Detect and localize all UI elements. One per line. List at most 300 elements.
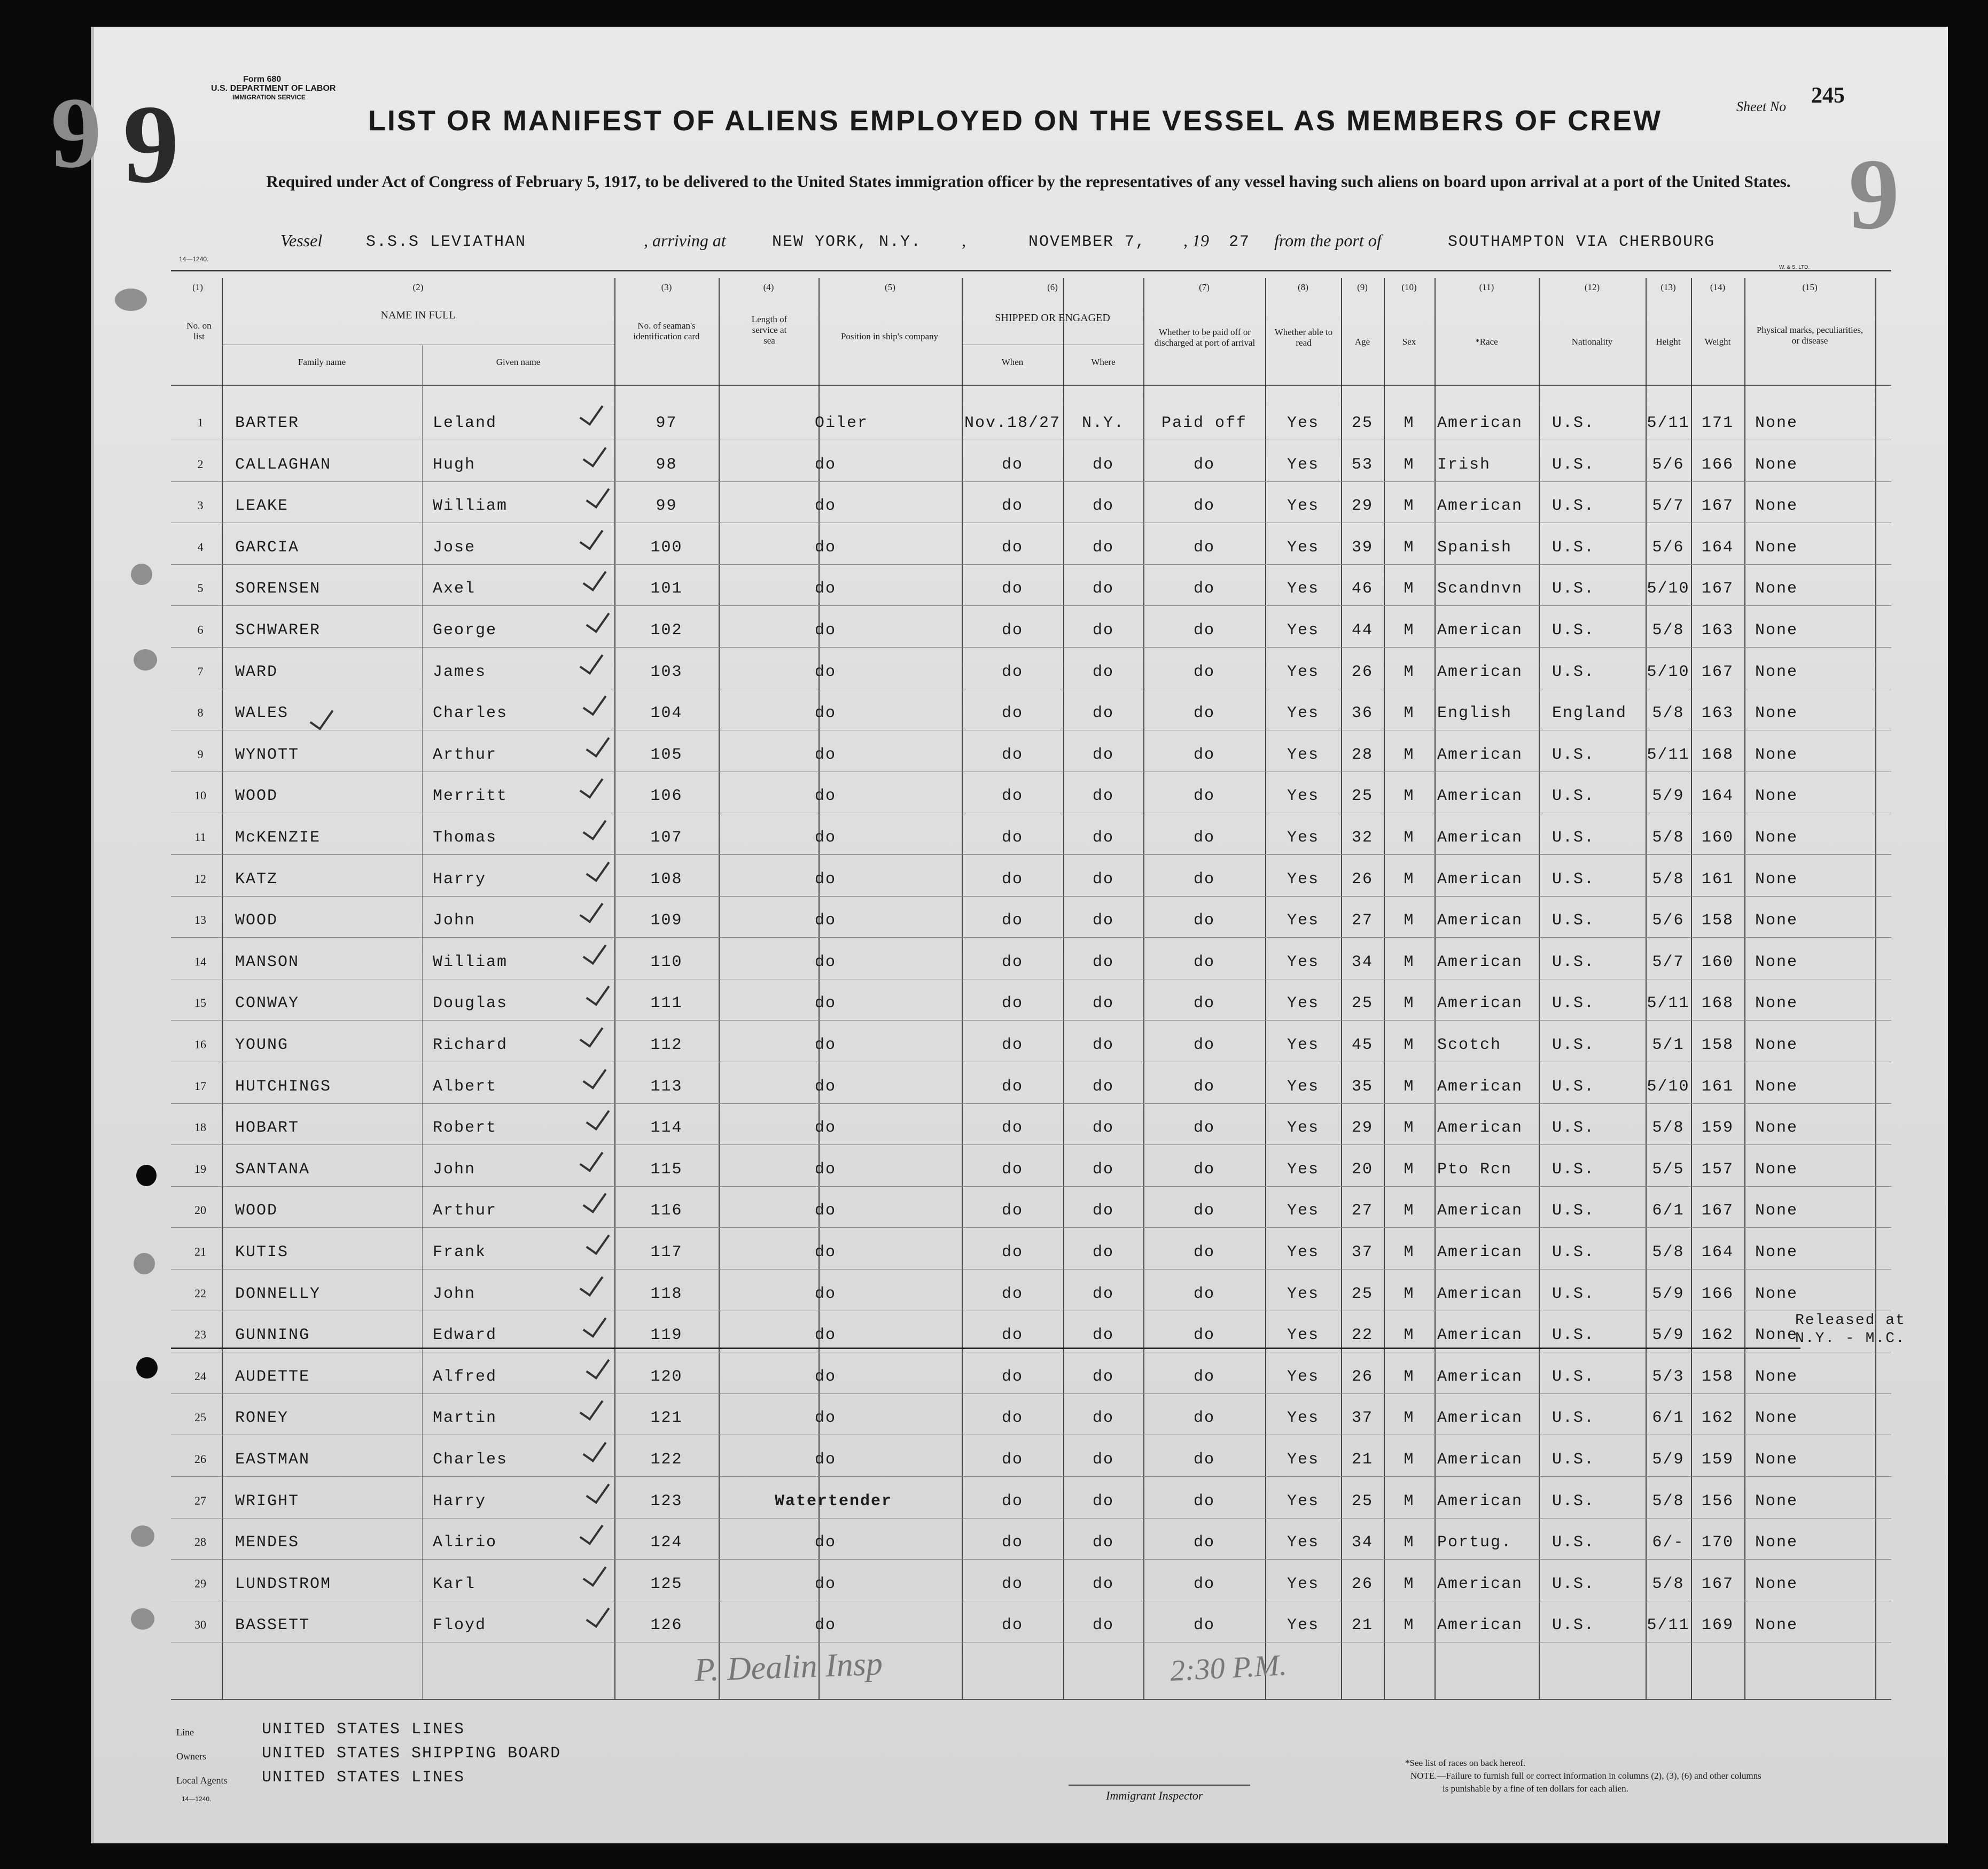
cell-nat: U.S.	[1552, 787, 1595, 805]
cell-weight: 158	[1701, 1368, 1734, 1386]
cell-card: 100	[650, 539, 683, 557]
cell-no: 18	[194, 1120, 206, 1134]
cell-weight: 163	[1701, 621, 1734, 640]
col4-num: (4)	[763, 282, 774, 292]
cell-where: do	[1092, 953, 1114, 971]
cell-race: Spanish	[1437, 539, 1513, 557]
row-rule	[171, 1393, 1891, 1394]
cell-nat: U.S.	[1552, 1368, 1595, 1386]
cell-where: do	[1092, 994, 1114, 1013]
cell-given: Richard	[433, 1036, 508, 1054]
cell-when: do	[1001, 1533, 1023, 1552]
binder-hole	[131, 1608, 154, 1630]
cell-weight: 164	[1701, 1243, 1734, 1261]
cell-family: WYNOTT	[235, 746, 300, 764]
cell-position: do	[815, 456, 837, 474]
col12-num: (12)	[1584, 282, 1600, 292]
cell-paid: do	[1193, 704, 1215, 722]
arriving-label: , arriving at	[644, 231, 726, 250]
vessel-name: S.S.S LEVIATHAN	[366, 233, 527, 251]
cell-marks: None	[1755, 1202, 1798, 1220]
cell-nat: U.S.	[1552, 1243, 1595, 1261]
cell-no: 12	[194, 872, 206, 885]
column-rule	[818, 278, 820, 1699]
cell-sex: M	[1404, 1616, 1415, 1634]
cell-height: 5/6	[1652, 539, 1685, 557]
binder-hole	[43, 582, 80, 601]
cell-weight: 167	[1701, 580, 1734, 598]
cell-no: 9	[197, 747, 204, 761]
cell-card: 107	[650, 829, 683, 847]
cell-weight: 159	[1701, 1119, 1734, 1137]
arrival-year: 27	[1229, 233, 1251, 251]
cell-sex: M	[1404, 1492, 1415, 1510]
cell-age: 37	[1351, 1409, 1373, 1427]
cell-race: American	[1437, 1202, 1523, 1220]
cell-card: 118	[650, 1285, 683, 1303]
cell-height: 5/9	[1652, 1285, 1685, 1303]
cell-when: do	[1001, 870, 1023, 889]
owners-name: UNITED STATES SHIPPING BOARD	[262, 1745, 562, 1763]
cell-marks: None	[1755, 1036, 1798, 1054]
cell-given: John	[433, 1285, 476, 1303]
cell-card: 101	[650, 580, 683, 598]
cell-position: do	[815, 870, 837, 889]
cell-nat: U.S.	[1552, 1036, 1595, 1054]
cell-paid: do	[1193, 1285, 1215, 1303]
cell-read: Yes	[1287, 1243, 1319, 1261]
cell-age: 26	[1351, 870, 1373, 889]
cell-no: 19	[194, 1162, 206, 1175]
cell-height: 5/7	[1652, 497, 1685, 515]
cell-height: 5/5	[1652, 1161, 1685, 1179]
cell-position: do	[815, 1409, 837, 1427]
cell-read: Yes	[1287, 704, 1319, 722]
cell-height: 5/8	[1652, 870, 1685, 889]
binder-hole	[136, 1165, 157, 1186]
cell-marks: None	[1755, 746, 1798, 764]
cell-card: 119	[650, 1326, 683, 1344]
cell-position: do	[815, 746, 837, 764]
cell-read: Yes	[1287, 1326, 1319, 1344]
cell-nat: U.S.	[1552, 1533, 1595, 1552]
cell-marks: None	[1755, 414, 1798, 432]
cell-card: 115	[650, 1161, 683, 1179]
cell-marks: None	[1755, 704, 1798, 722]
col6-label: SHIPPED OR ENGAGED	[995, 312, 1110, 324]
arrival-port: NEW YORK, N.Y.	[772, 233, 922, 251]
cell-sex: M	[1404, 497, 1415, 515]
cell-nat: U.S.	[1552, 1078, 1595, 1096]
cell-read: Yes	[1287, 1368, 1319, 1386]
cell-read: Yes	[1287, 1533, 1319, 1552]
cell-no: 28	[194, 1535, 206, 1548]
cell-when: do	[1001, 746, 1023, 764]
col7-num: (7)	[1199, 282, 1210, 292]
cell-no: 13	[194, 913, 206, 926]
cell-weight: 158	[1701, 912, 1734, 930]
cell-no: 26	[194, 1452, 206, 1466]
cell-when: do	[1001, 1243, 1023, 1261]
cell-given: John	[433, 1161, 476, 1179]
cell-position: do	[815, 787, 837, 805]
table-top-rule	[171, 270, 1891, 271]
cell-given: Leland	[433, 414, 497, 432]
cell-given: Martin	[433, 1409, 497, 1427]
cell-race: American	[1437, 994, 1523, 1013]
cell-weight: 167	[1701, 663, 1734, 681]
cell-marks: None	[1755, 1451, 1798, 1469]
owners-label: Owners	[176, 1751, 206, 1762]
cell-weight: 166	[1701, 456, 1734, 474]
col8-num: (8)	[1298, 282, 1308, 292]
col9-num: (9)	[1357, 282, 1368, 292]
cell-age: 46	[1351, 580, 1373, 598]
line-label: Line	[176, 1727, 194, 1738]
cell-paid: do	[1193, 953, 1215, 971]
cell-family: HUTCHINGS	[235, 1078, 332, 1096]
cell-family: CALLAGHAN	[235, 456, 332, 474]
cell-where: do	[1092, 1202, 1114, 1220]
cell-sex: M	[1404, 953, 1415, 971]
cell-no: 24	[194, 1369, 206, 1383]
cell-height: 5/8	[1652, 829, 1685, 847]
cell-given: Robert	[433, 1119, 497, 1137]
cell-read: Yes	[1287, 1409, 1319, 1427]
cell-nat: U.S.	[1552, 953, 1595, 971]
cell-height: 5/8	[1652, 1492, 1685, 1510]
cell-marks: None	[1755, 1285, 1798, 1303]
row-rule	[171, 481, 1891, 482]
cell-marks: None	[1755, 539, 1798, 557]
cell-given: Thomas	[433, 829, 497, 847]
col4-label: Length of service at sea	[751, 314, 788, 346]
cell-sex: M	[1404, 870, 1415, 889]
cell-where: do	[1092, 580, 1114, 598]
cell-read: Yes	[1287, 539, 1319, 557]
cell-read: Yes	[1287, 953, 1319, 971]
cell-age: 21	[1351, 1616, 1373, 1634]
cell-card: 124	[650, 1533, 683, 1552]
cell-sex: M	[1404, 621, 1415, 640]
cell-card: 126	[650, 1616, 683, 1634]
cell-sex: M	[1404, 1078, 1415, 1096]
cell-no: 7	[197, 665, 204, 678]
cell-weight: 163	[1701, 704, 1734, 722]
cell-read: Yes	[1287, 1575, 1319, 1593]
cell-given: Merritt	[433, 787, 508, 805]
col11-num: (11)	[1479, 282, 1494, 292]
row-rule	[171, 1020, 1891, 1021]
cell-paid: do	[1193, 621, 1215, 640]
cell-family: GARCIA	[235, 539, 300, 557]
column-rule	[1691, 278, 1692, 1699]
cell-age: 27	[1351, 1202, 1373, 1220]
cell-sex: M	[1404, 1533, 1415, 1552]
cell-position: do	[815, 1616, 837, 1634]
cell-race: English	[1437, 704, 1513, 722]
column-rule	[1341, 278, 1342, 1699]
col13-num: (13)	[1660, 282, 1676, 292]
col5-label: Position in ship's company	[840, 331, 939, 341]
column-rule	[422, 345, 423, 1699]
cell-age: 25	[1351, 787, 1373, 805]
printer-mark: W. & S. LTD.	[1779, 264, 1810, 270]
cell-no: 2	[197, 457, 204, 471]
cell-no: 21	[194, 1245, 206, 1258]
cell-no: 4	[197, 540, 204, 554]
cell-age: 34	[1351, 953, 1373, 971]
cell-nat: U.S.	[1552, 1285, 1595, 1303]
cell-where: do	[1092, 1451, 1114, 1469]
cell-weight: 168	[1701, 994, 1734, 1013]
cell-marks: None	[1755, 1616, 1798, 1634]
cell-card: 116	[650, 1202, 683, 1220]
cell-race: American	[1437, 870, 1523, 889]
cell-race: American	[1437, 953, 1523, 971]
cell-read: Yes	[1287, 1036, 1319, 1054]
cell-where: do	[1092, 912, 1114, 930]
cell-when: do	[1001, 663, 1023, 681]
cell-where: do	[1092, 1368, 1114, 1386]
cell-nat: U.S.	[1552, 1616, 1595, 1634]
cell-where: do	[1092, 1575, 1114, 1593]
cell-family: SANTANA	[235, 1161, 310, 1179]
cell-when: do	[1001, 1368, 1023, 1386]
cell-when: do	[1001, 1575, 1023, 1593]
cell-weight: 164	[1701, 787, 1734, 805]
cell-marks: None	[1755, 1078, 1798, 1096]
cell-where: do	[1092, 663, 1114, 681]
row-rule	[171, 1103, 1891, 1104]
cell-sex: M	[1404, 580, 1415, 598]
cell-paid: do	[1193, 456, 1215, 474]
cell-race: American	[1437, 787, 1523, 805]
cell-when: do	[1001, 1451, 1023, 1469]
voyage-line	[280, 231, 1846, 258]
cell-sex: M	[1404, 539, 1415, 557]
cell-card: 120	[650, 1368, 683, 1386]
cell-weight: 167	[1701, 1575, 1734, 1593]
cell-when: Nov.18/27	[964, 414, 1061, 432]
cell-marks: None	[1755, 663, 1798, 681]
col15-num: (15)	[1802, 282, 1818, 292]
cell-height: 5/8	[1652, 704, 1685, 722]
cell-paid: do	[1193, 1451, 1215, 1469]
cell-where: do	[1092, 829, 1114, 847]
cell-paid: do	[1193, 497, 1215, 515]
binder-hole	[35, 294, 72, 312]
cell-nat: U.S.	[1552, 912, 1595, 930]
col6-where: Where	[1091, 357, 1116, 367]
cell-family: DONNELLY	[235, 1285, 321, 1303]
cell-where: do	[1092, 456, 1114, 474]
cell-paid: do	[1193, 1492, 1215, 1510]
cell-race: American	[1437, 829, 1523, 847]
cell-when: do	[1001, 1616, 1023, 1634]
cell-when: do	[1001, 1409, 1023, 1427]
cell-card: 114	[650, 1119, 683, 1137]
cell-no: 15	[194, 996, 206, 1009]
cell-race: American	[1437, 663, 1523, 681]
cell-when: do	[1001, 994, 1023, 1013]
column-rule	[614, 278, 615, 1699]
cell-race: American	[1437, 1492, 1523, 1510]
cell-weight: 164	[1701, 539, 1734, 557]
row-rule	[171, 1186, 1891, 1187]
cell-weight: 159	[1701, 1451, 1734, 1469]
cell-position: do	[815, 1533, 837, 1552]
cell-read: Yes	[1287, 663, 1319, 681]
col5-num: (5)	[885, 282, 895, 292]
cell-nat: U.S.	[1552, 539, 1595, 557]
cell-card: 122	[650, 1451, 683, 1469]
cell-race: American	[1437, 1451, 1523, 1469]
cell-sex: M	[1404, 1575, 1415, 1593]
cell-position: Watertender	[775, 1492, 893, 1510]
cell-sex: M	[1404, 787, 1415, 805]
cell-race: American	[1437, 1119, 1523, 1137]
column-rule	[1744, 278, 1745, 1699]
cell-race: American	[1437, 621, 1523, 640]
cell-where: do	[1092, 746, 1114, 764]
cell-paid: do	[1193, 829, 1215, 847]
cell-nat: U.S.	[1552, 1326, 1595, 1344]
printer-code: 14—1240.	[179, 255, 209, 263]
cell-weight: 170	[1701, 1533, 1734, 1552]
cell-age: 21	[1351, 1451, 1373, 1469]
inspector-signature: P. Dealin Insp	[693, 1645, 883, 1689]
cell-age: 26	[1351, 663, 1373, 681]
cell-when: do	[1001, 580, 1023, 598]
cell-height: 6/1	[1652, 1409, 1685, 1427]
cell-weight: 160	[1701, 953, 1734, 971]
cell-weight: 162	[1701, 1326, 1734, 1344]
cell-card: 104	[650, 704, 683, 722]
cell-given: John	[433, 912, 476, 930]
cell-age: 25	[1351, 414, 1373, 432]
cell-race: American	[1437, 1575, 1523, 1593]
cell-family: MENDES	[235, 1533, 300, 1552]
cell-height: 5/10	[1647, 580, 1690, 598]
cell-given: William	[433, 953, 508, 971]
cell-family: AUDETTE	[235, 1368, 310, 1386]
cell-no: 5	[197, 581, 204, 595]
cell-given: Jose	[433, 539, 476, 557]
cell-weight: 161	[1701, 870, 1734, 889]
cell-marks: None	[1755, 580, 1798, 598]
cell-race: American	[1437, 414, 1523, 432]
cell-where: do	[1092, 1078, 1114, 1096]
inspection-time: 2:30 P.M.	[1169, 1648, 1288, 1688]
cell-given: Albert	[433, 1078, 497, 1096]
cell-marks: None	[1755, 953, 1798, 971]
cell-sex: M	[1404, 994, 1415, 1013]
arrival-date: NOVEMBER 7,	[1028, 233, 1147, 251]
cell-nat: U.S.	[1552, 663, 1595, 681]
cell-age: 37	[1351, 1243, 1373, 1261]
column-rule	[1539, 278, 1540, 1699]
cell-given: Edward	[433, 1326, 497, 1344]
cell-where: do	[1092, 1243, 1114, 1261]
col2-family: Family name	[298, 357, 346, 367]
cell-age: 39	[1351, 539, 1373, 557]
column-rule	[1435, 278, 1436, 1699]
cell-weight: 167	[1701, 1202, 1734, 1220]
cell-age: 27	[1351, 912, 1373, 930]
cell-marks: None	[1755, 994, 1798, 1013]
cell-nat: U.S.	[1552, 1161, 1595, 1179]
cell-race: American	[1437, 1326, 1523, 1344]
cell-height: 5/6	[1652, 912, 1685, 930]
cell-card: 97	[656, 414, 677, 432]
binder-hole	[136, 1357, 158, 1379]
inspector-signature-line	[1069, 1785, 1250, 1786]
cell-given: George	[433, 621, 497, 640]
cell-race: American	[1437, 497, 1523, 515]
cell-family: GUNNING	[235, 1326, 310, 1344]
cell-where: do	[1092, 1533, 1114, 1552]
cell-age: 45	[1351, 1036, 1373, 1054]
cell-given: William	[433, 497, 508, 515]
cell-given: Harry	[433, 870, 487, 889]
cell-sex: M	[1404, 663, 1415, 681]
col1-num: (1)	[192, 282, 203, 292]
cell-height: 5/9	[1652, 787, 1685, 805]
cell-when: do	[1001, 497, 1023, 515]
cell-marks: None	[1755, 829, 1798, 847]
vessel-label: Vessel	[280, 231, 323, 250]
cell-race: Portug.	[1437, 1533, 1513, 1552]
cell-family: McKENZIE	[235, 829, 321, 847]
cell-sex: M	[1404, 829, 1415, 847]
cell-no: 22	[194, 1287, 206, 1300]
cell-age: 26	[1351, 1368, 1373, 1386]
cell-no: 8	[197, 706, 204, 719]
binder-hole	[115, 289, 147, 311]
cell-paid: do	[1193, 1119, 1215, 1137]
cell-marks: None	[1755, 456, 1798, 474]
cell-position: do	[815, 829, 837, 847]
cell-nat: U.S.	[1552, 580, 1595, 598]
cell-position: do	[815, 1036, 837, 1054]
column-rule	[719, 278, 720, 1699]
service: IMMIGRATION SERVICE	[232, 94, 306, 101]
cell-no: 25	[194, 1411, 206, 1424]
column-rule	[222, 278, 223, 1699]
cell-nat: U.S.	[1552, 746, 1595, 764]
cell-height: 5/10	[1647, 1078, 1690, 1096]
cell-family: BASSETT	[235, 1616, 310, 1634]
cell-nat: U.S.	[1552, 870, 1595, 889]
cell-paid: do	[1193, 746, 1215, 764]
cell-no: 29	[194, 1577, 206, 1590]
cell-race: Pto Rcn	[1437, 1161, 1513, 1179]
cell-read: Yes	[1287, 497, 1319, 515]
cell-where: do	[1092, 621, 1114, 640]
cell-weight: 158	[1701, 1036, 1734, 1054]
cell-position: do	[815, 953, 837, 971]
cell-age: 32	[1351, 829, 1373, 847]
cell-paid: do	[1193, 663, 1215, 681]
cell-marks: None	[1755, 621, 1798, 640]
cell-sex: M	[1404, 1202, 1415, 1220]
cell-marks: None	[1755, 1243, 1798, 1261]
cell-read: Yes	[1287, 787, 1319, 805]
year-prefix: , 19	[1183, 231, 1209, 250]
cell-read: Yes	[1287, 456, 1319, 474]
cell-weight: 168	[1701, 746, 1734, 764]
